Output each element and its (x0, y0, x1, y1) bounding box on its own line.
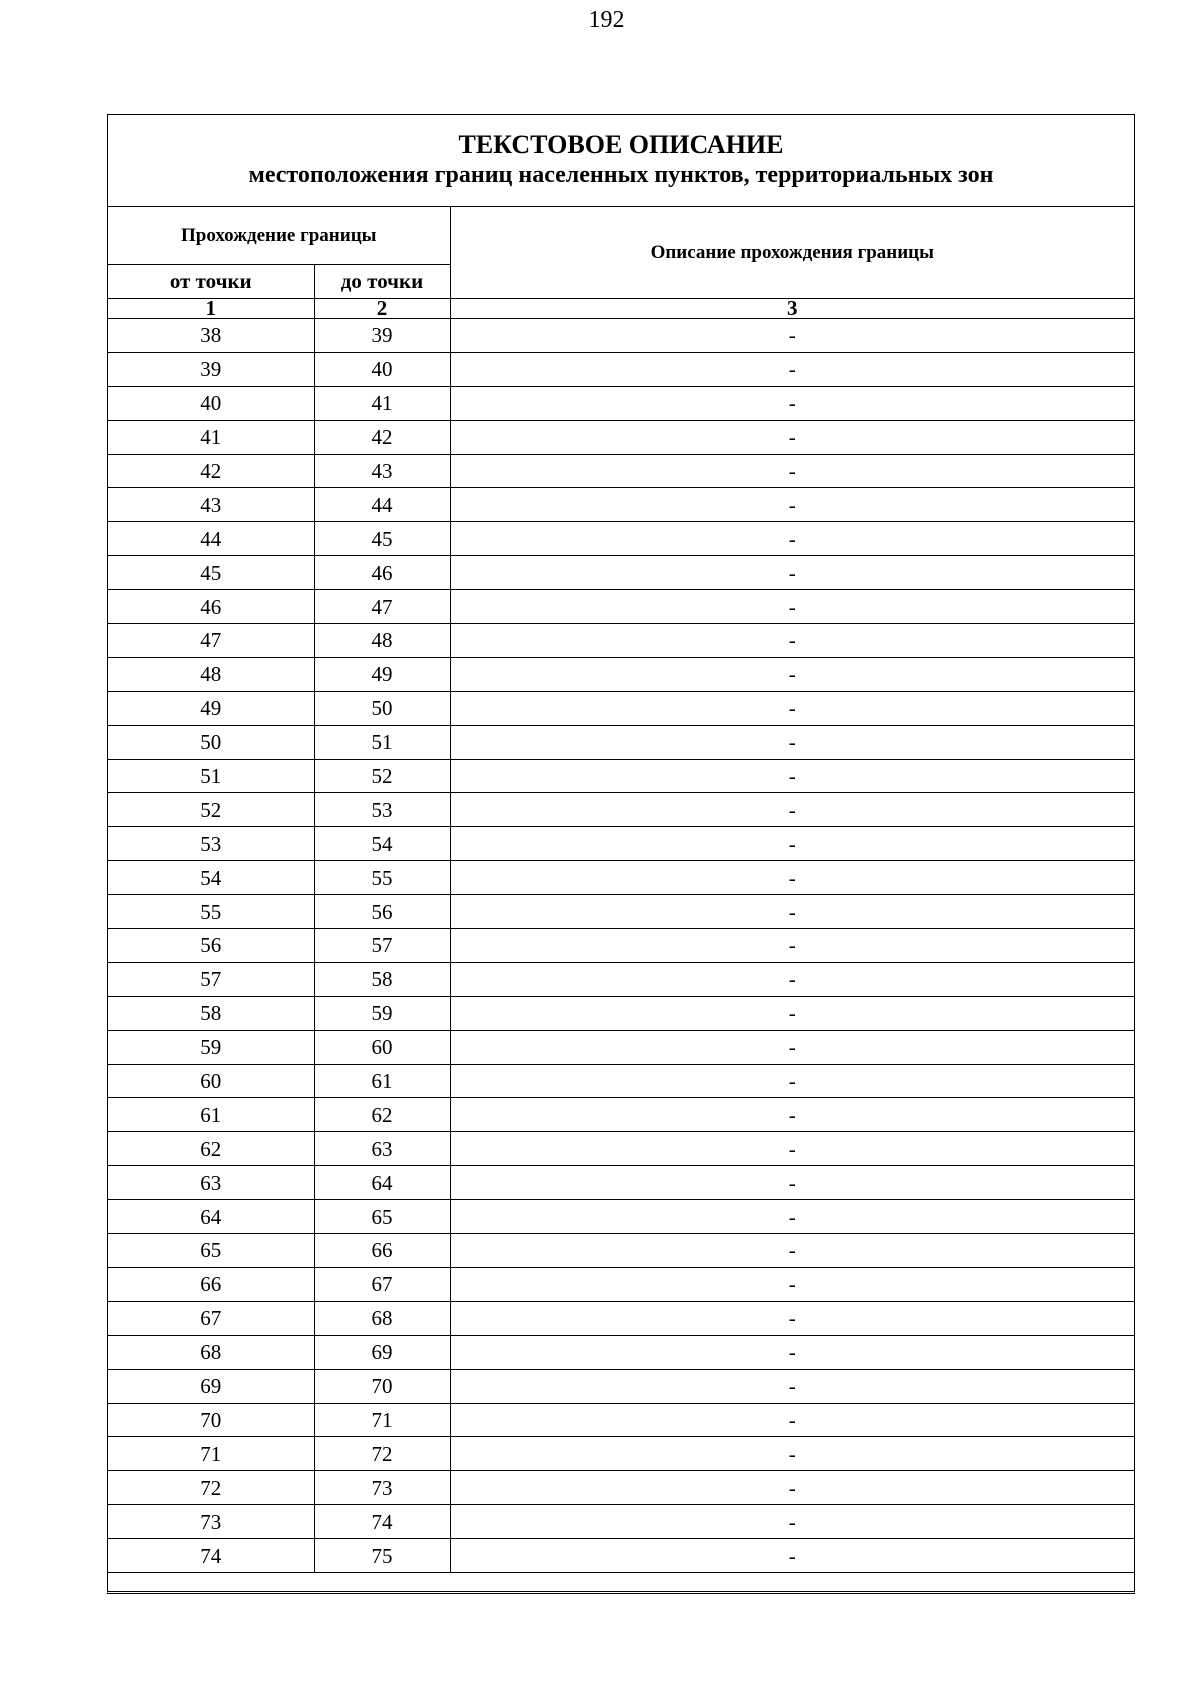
cell-description: - (450, 386, 1134, 420)
cell-from-point: 41 (108, 420, 314, 454)
cell-from-point: 61 (108, 1098, 314, 1132)
cell-from-point: 49 (108, 691, 314, 725)
page-number: 192 (588, 7, 625, 33)
cell-description: - (450, 962, 1134, 996)
cell-to-point: 69 (314, 1335, 450, 1369)
cell-from-point: 69 (108, 1369, 314, 1403)
cell-from-point: 72 (108, 1471, 314, 1505)
table-row (108, 386, 1134, 420)
cell-description: - (450, 1403, 1134, 1437)
cell-to-point: 52 (314, 759, 450, 793)
cell-to-point: 39 (314, 319, 450, 353)
cell-description: - (450, 488, 1134, 522)
cell-description: - (450, 1369, 1134, 1403)
cell-description: - (450, 759, 1134, 793)
cell-from-point: 54 (108, 861, 314, 895)
cell-from-point: 73 (108, 1505, 314, 1539)
cell-from-point: 68 (108, 1335, 314, 1369)
cell-description: - (450, 657, 1134, 691)
cell-to-point: 53 (314, 793, 450, 827)
cell-description: - (450, 1301, 1134, 1335)
cell-from-point: 65 (108, 1234, 314, 1268)
cell-from-point: 46 (108, 590, 314, 624)
table-row (108, 454, 1134, 488)
cell-from-point: 57 (108, 962, 314, 996)
table-row (108, 624, 1134, 658)
cell-to-point: 75 (314, 1539, 450, 1573)
table-row (108, 522, 1134, 556)
table-row (108, 861, 1134, 895)
cell-from-point: 43 (108, 488, 314, 522)
cell-description: - (450, 1505, 1134, 1539)
cell-to-point: 63 (314, 1132, 450, 1166)
cell-to-point: 45 (314, 522, 450, 556)
cell-from-point: 48 (108, 657, 314, 691)
table-row (108, 488, 1134, 522)
cell-description: - (450, 1539, 1134, 1573)
cell-to-point: 66 (314, 1234, 450, 1268)
table-row (108, 962, 1134, 996)
table-row (108, 1505, 1134, 1539)
table-row (108, 1132, 1134, 1166)
table-row (108, 420, 1134, 454)
cell-description: - (450, 691, 1134, 725)
cell-from-point: 62 (108, 1132, 314, 1166)
cell-to-point: 43 (314, 454, 450, 488)
cell-to-point: 51 (314, 725, 450, 759)
column-number: 1 (108, 299, 314, 319)
cell-description: - (450, 793, 1134, 827)
table-row (108, 1166, 1134, 1200)
cell-from-point: 52 (108, 793, 314, 827)
cell-from-point: 42 (108, 454, 314, 488)
table-row (108, 1403, 1134, 1437)
cell-from-point: 60 (108, 1064, 314, 1098)
cell-description: - (450, 996, 1134, 1030)
cell-to-point: 65 (314, 1200, 450, 1234)
cell-to-point: 59 (314, 996, 450, 1030)
header-passage: Прохождение границы (108, 207, 450, 265)
table-row (108, 793, 1134, 827)
column-number: 3 (450, 299, 1134, 319)
cell-to-point: 60 (314, 1030, 450, 1064)
table-row (108, 1335, 1134, 1369)
cell-description: - (450, 454, 1134, 488)
header-description: Описание прохождения границы (450, 207, 1134, 299)
table-row (108, 895, 1134, 929)
table-row (108, 590, 1134, 624)
table-row (108, 1200, 1134, 1234)
cell-to-point: 67 (314, 1267, 450, 1301)
cell-from-point: 66 (108, 1267, 314, 1301)
table-row (108, 929, 1134, 963)
cell-description: - (450, 1030, 1134, 1064)
table-row (108, 1234, 1134, 1268)
cell-from-point: 40 (108, 386, 314, 420)
document-subtitle: местоположения границ населенных пунктов, территориальных зон (248, 162, 994, 188)
table-row (108, 759, 1134, 793)
cell-from-point: 45 (108, 556, 314, 590)
cell-to-point: 40 (314, 352, 450, 386)
cell-description: - (450, 1132, 1134, 1166)
cell-from-point: 58 (108, 996, 314, 1030)
cell-description: - (450, 1234, 1134, 1268)
cell-to-point: 47 (314, 590, 450, 624)
cell-description: - (450, 1200, 1134, 1234)
cell-to-point: 41 (314, 386, 450, 420)
cell-from-point: 59 (108, 1030, 314, 1064)
cell-description: - (450, 1335, 1134, 1369)
cell-to-point: 71 (314, 1403, 450, 1437)
cell-from-point: 64 (108, 1200, 314, 1234)
cell-from-point: 47 (108, 624, 314, 658)
cell-from-point: 55 (108, 895, 314, 929)
table-row (108, 1437, 1134, 1471)
cell-to-point: 73 (314, 1471, 450, 1505)
cell-description: - (450, 1166, 1134, 1200)
header-from: от точки (108, 265, 314, 299)
table-row (108, 319, 1134, 353)
document-frame (107, 114, 1135, 1594)
cell-to-point: 62 (314, 1098, 450, 1132)
cell-to-point: 58 (314, 962, 450, 996)
cell-to-point: 74 (314, 1505, 450, 1539)
cell-description: - (450, 861, 1134, 895)
cell-to-point: 64 (314, 1166, 450, 1200)
table-row (108, 691, 1134, 725)
table-row (108, 996, 1134, 1030)
cell-description: - (450, 1098, 1134, 1132)
table-row (108, 725, 1134, 759)
table-row (108, 556, 1134, 590)
cell-description: - (450, 895, 1134, 929)
cell-description: - (450, 1471, 1134, 1505)
table-row (108, 1064, 1134, 1098)
cell-from-point: 38 (108, 319, 314, 353)
cell-from-point: 63 (108, 1166, 314, 1200)
document-title: ТЕКСТОВОЕ ОПИСАНИЕ (458, 130, 784, 159)
cell-from-point: 56 (108, 929, 314, 963)
cell-description: - (450, 556, 1134, 590)
column-number: 2 (314, 299, 450, 319)
cell-from-point: 74 (108, 1539, 314, 1573)
cell-to-point: 56 (314, 895, 450, 929)
table-row (108, 1369, 1134, 1403)
table-row (108, 1539, 1134, 1573)
table-row (108, 1267, 1134, 1301)
cell-to-point: 61 (314, 1064, 450, 1098)
cell-description: - (450, 590, 1134, 624)
header-to: до точки (314, 265, 450, 299)
cell-to-point: 49 (314, 657, 450, 691)
cell-description: - (450, 1437, 1134, 1471)
cell-to-point: 54 (314, 827, 450, 861)
cell-from-point: 44 (108, 522, 314, 556)
table-row (108, 1030, 1134, 1064)
column-number-row (108, 299, 1134, 319)
cell-description: - (450, 352, 1134, 386)
cell-from-point: 53 (108, 827, 314, 861)
cell-from-point: 70 (108, 1403, 314, 1437)
cell-description: - (450, 420, 1134, 454)
cell-to-point: 50 (314, 691, 450, 725)
table-row (108, 1098, 1134, 1132)
table-row (108, 1301, 1134, 1335)
cell-to-point: 70 (314, 1369, 450, 1403)
cell-description: - (450, 319, 1134, 353)
cell-to-point: 55 (314, 861, 450, 895)
cell-to-point: 48 (314, 624, 450, 658)
cell-to-point: 46 (314, 556, 450, 590)
title-block (108, 115, 1134, 207)
cell-description: - (450, 929, 1134, 963)
cell-to-point: 68 (314, 1301, 450, 1335)
table-row (108, 1471, 1134, 1505)
table-row (108, 657, 1134, 691)
cell-from-point: 39 (108, 352, 314, 386)
boundary-table (108, 207, 1134, 1573)
cell-to-point: 57 (314, 929, 450, 963)
cell-description: - (450, 624, 1134, 658)
cell-to-point: 72 (314, 1437, 450, 1471)
cell-to-point: 44 (314, 488, 450, 522)
cell-description: - (450, 827, 1134, 861)
cell-from-point: 67 (108, 1301, 314, 1335)
cell-description: - (450, 522, 1134, 556)
cell-from-point: 50 (108, 725, 314, 759)
table-header-row (108, 207, 1134, 265)
cell-description: - (450, 1267, 1134, 1301)
cell-from-point: 71 (108, 1437, 314, 1471)
table-row (108, 352, 1134, 386)
cell-to-point: 42 (314, 420, 450, 454)
cell-description: - (450, 725, 1134, 759)
table-row (108, 827, 1134, 861)
cell-from-point: 51 (108, 759, 314, 793)
cell-description: - (450, 1064, 1134, 1098)
